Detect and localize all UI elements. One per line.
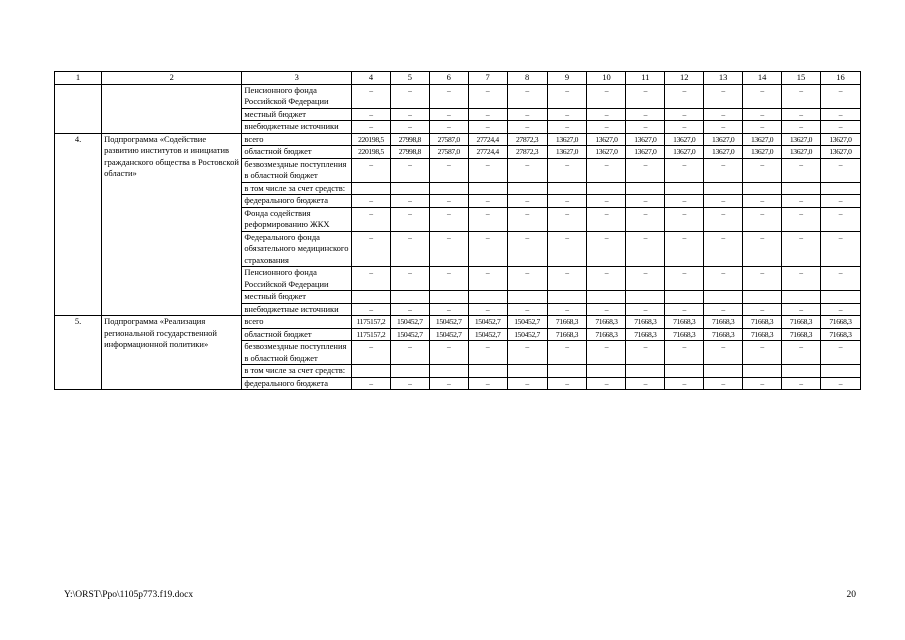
- value-cell: –: [390, 377, 429, 390]
- value-cell: [390, 182, 429, 195]
- table-body: [55, 72, 861, 390]
- value-cell: –: [351, 158, 390, 182]
- value-cell: –: [704, 267, 743, 291]
- value-cell: –: [390, 303, 429, 316]
- value-cell: –: [820, 207, 860, 231]
- value-cell: –: [507, 121, 547, 134]
- value-cell: –: [547, 303, 587, 316]
- value-cell: [468, 365, 507, 378]
- value-cell: [507, 365, 547, 378]
- header-cell: 16: [820, 72, 860, 85]
- value-cell: –: [507, 341, 547, 365]
- value-cell: –: [468, 207, 507, 231]
- value-cell: –: [507, 303, 547, 316]
- header-cell: 15: [782, 72, 821, 85]
- header-cell: 8: [507, 72, 547, 85]
- value-cell: –: [820, 303, 860, 316]
- value-cell: 13627,0: [547, 146, 587, 159]
- value-cell: –: [547, 231, 587, 267]
- value-cell: 71668,3: [665, 316, 704, 329]
- value-cell: [626, 182, 665, 195]
- value-cell: –: [704, 158, 743, 182]
- value-cell: 71668,3: [626, 328, 665, 341]
- value-cell: [351, 182, 390, 195]
- value-cell: 13627,0: [547, 133, 587, 146]
- value-cell: –: [626, 108, 665, 121]
- source-label: внебюджетные источники: [242, 303, 352, 316]
- value-cell: –: [468, 121, 507, 134]
- source-label: безвозмездные поступления в областной бюджет: [242, 158, 352, 182]
- value-cell: –: [547, 121, 587, 134]
- value-cell: [704, 182, 743, 195]
- value-cell: 13627,0: [665, 146, 704, 159]
- value-cell: 27587,0: [429, 133, 468, 146]
- value-cell: [820, 365, 860, 378]
- value-cell: 27724,4: [468, 146, 507, 159]
- program-number: 5.: [55, 316, 102, 390]
- value-cell: 71668,3: [587, 316, 626, 329]
- value-cell: 71668,3: [665, 328, 704, 341]
- value-cell: [665, 291, 704, 304]
- value-cell: –: [429, 207, 468, 231]
- value-cell: –: [782, 303, 821, 316]
- value-cell: 13627,0: [782, 146, 821, 159]
- header-cell: 10: [587, 72, 626, 85]
- value-cell: –: [429, 195, 468, 208]
- value-cell: –: [704, 84, 743, 108]
- value-cell: –: [743, 303, 782, 316]
- value-cell: [704, 365, 743, 378]
- value-cell: 150452,7: [390, 316, 429, 329]
- value-cell: –: [820, 195, 860, 208]
- value-cell: –: [743, 207, 782, 231]
- source-label: в том числе за счет средств:: [242, 365, 352, 378]
- value-cell: [429, 291, 468, 304]
- program-name-cell: [102, 121, 242, 134]
- value-cell: [820, 182, 860, 195]
- value-cell: 27998,8: [390, 133, 429, 146]
- value-cell: –: [820, 341, 860, 365]
- program-name-cell: [102, 108, 242, 121]
- source-label: всего: [242, 133, 352, 146]
- value-cell: –: [626, 377, 665, 390]
- row-number-cell: [55, 84, 102, 108]
- source-label: федерального бюджета: [242, 195, 352, 208]
- value-cell: –: [782, 108, 821, 121]
- value-cell: –: [704, 207, 743, 231]
- value-cell: –: [351, 207, 390, 231]
- value-cell: –: [547, 84, 587, 108]
- value-cell: [468, 182, 507, 195]
- value-cell: [429, 365, 468, 378]
- value-cell: 13627,0: [704, 133, 743, 146]
- row-number-cell: [55, 121, 102, 134]
- value-cell: –: [743, 231, 782, 267]
- value-cell: –: [782, 231, 821, 267]
- value-cell: –: [743, 195, 782, 208]
- value-cell: 27872,3: [507, 133, 547, 146]
- header-cell: 1: [55, 72, 102, 85]
- value-cell: –: [587, 377, 626, 390]
- value-cell: 71668,3: [743, 328, 782, 341]
- value-cell: –: [626, 303, 665, 316]
- header-cell: 3: [242, 72, 352, 85]
- value-cell: –: [390, 195, 429, 208]
- value-cell: 13627,0: [626, 133, 665, 146]
- value-cell: –: [390, 121, 429, 134]
- value-cell: 150452,7: [468, 316, 507, 329]
- page-number: 20: [846, 590, 856, 600]
- value-cell: –: [665, 84, 704, 108]
- value-cell: –: [429, 377, 468, 390]
- value-cell: 13627,0: [665, 133, 704, 146]
- value-cell: –: [429, 108, 468, 121]
- value-cell: 13627,0: [587, 146, 626, 159]
- value-cell: [782, 291, 821, 304]
- value-cell: 13627,0: [743, 146, 782, 159]
- value-cell: –: [626, 84, 665, 108]
- value-cell: –: [351, 341, 390, 365]
- header-cell: 14: [743, 72, 782, 85]
- value-cell: –: [782, 195, 821, 208]
- value-cell: 27587,0: [429, 146, 468, 159]
- value-cell: 13627,0: [820, 146, 860, 159]
- value-cell: –: [587, 158, 626, 182]
- value-cell: 71668,3: [587, 328, 626, 341]
- value-cell: –: [665, 231, 704, 267]
- value-cell: –: [468, 377, 507, 390]
- value-cell: 13627,0: [820, 133, 860, 146]
- value-cell: –: [390, 158, 429, 182]
- value-cell: –: [507, 267, 547, 291]
- value-cell: [665, 365, 704, 378]
- source-label: Фонда содействия реформированию ЖКХ: [242, 207, 352, 231]
- value-cell: –: [351, 303, 390, 316]
- value-cell: 13627,0: [704, 146, 743, 159]
- value-cell: –: [704, 121, 743, 134]
- value-cell: –: [351, 377, 390, 390]
- value-cell: –: [507, 207, 547, 231]
- header-cell: 11: [626, 72, 665, 85]
- value-cell: 150452,7: [429, 328, 468, 341]
- value-cell: [507, 291, 547, 304]
- source-label: федерального бюджета: [242, 377, 352, 390]
- value-cell: –: [351, 267, 390, 291]
- source-label: безвозмездные поступления в областной бюджет: [242, 341, 352, 365]
- value-cell: –: [820, 121, 860, 134]
- value-cell: –: [587, 341, 626, 365]
- value-cell: –: [587, 195, 626, 208]
- value-cell: –: [820, 377, 860, 390]
- value-cell: [665, 182, 704, 195]
- value-cell: –: [547, 158, 587, 182]
- header-cell: 4: [351, 72, 390, 85]
- value-cell: –: [704, 108, 743, 121]
- value-cell: 13627,0: [587, 133, 626, 146]
- value-cell: 71668,3: [782, 316, 821, 329]
- header-cell: 5: [390, 72, 429, 85]
- value-cell: [547, 291, 587, 304]
- value-cell: –: [704, 303, 743, 316]
- value-cell: [820, 291, 860, 304]
- value-cell: 71668,3: [820, 316, 860, 329]
- value-cell: 150452,7: [507, 328, 547, 341]
- value-cell: –: [587, 207, 626, 231]
- value-cell: –: [587, 231, 626, 267]
- value-cell: –: [468, 195, 507, 208]
- value-cell: 150452,7: [429, 316, 468, 329]
- value-cell: [587, 365, 626, 378]
- value-cell: 71668,3: [743, 316, 782, 329]
- value-cell: [351, 365, 390, 378]
- value-cell: –: [820, 84, 860, 108]
- value-cell: –: [665, 267, 704, 291]
- value-cell: –: [665, 377, 704, 390]
- value-cell: –: [782, 158, 821, 182]
- value-cell: –: [587, 108, 626, 121]
- value-cell: [468, 291, 507, 304]
- header-cell: 2: [102, 72, 242, 85]
- value-cell: –: [547, 195, 587, 208]
- value-cell: –: [626, 207, 665, 231]
- value-cell: –: [587, 84, 626, 108]
- value-cell: 71668,3: [547, 316, 587, 329]
- value-cell: –: [547, 207, 587, 231]
- value-cell: –: [468, 108, 507, 121]
- value-cell: –: [547, 341, 587, 365]
- program-name-cell: [102, 84, 242, 108]
- source-label: местный бюджет: [242, 291, 352, 304]
- program-name: Подпрограмма «Реализация региональной государственной информационной политики»: [102, 316, 242, 390]
- value-cell: –: [390, 267, 429, 291]
- value-cell: –: [351, 108, 390, 121]
- value-cell: –: [782, 121, 821, 134]
- header-cell: 6: [429, 72, 468, 85]
- value-cell: –: [743, 267, 782, 291]
- value-cell: 71668,3: [704, 328, 743, 341]
- value-cell: –: [665, 207, 704, 231]
- value-cell: [547, 365, 587, 378]
- value-cell: [704, 291, 743, 304]
- value-cell: –: [665, 158, 704, 182]
- value-cell: –: [468, 267, 507, 291]
- value-cell: –: [390, 84, 429, 108]
- value-cell: –: [351, 121, 390, 134]
- value-cell: –: [782, 207, 821, 231]
- value-cell: –: [782, 267, 821, 291]
- value-cell: –: [665, 303, 704, 316]
- value-cell: –: [507, 84, 547, 108]
- value-cell: [743, 365, 782, 378]
- row-number-cell: [55, 108, 102, 121]
- value-cell: –: [782, 341, 821, 365]
- value-cell: –: [351, 84, 390, 108]
- value-cell: –: [429, 158, 468, 182]
- value-cell: 220198,5: [351, 133, 390, 146]
- value-cell: –: [782, 377, 821, 390]
- value-cell: 71668,3: [782, 328, 821, 341]
- value-cell: –: [429, 231, 468, 267]
- value-cell: [743, 182, 782, 195]
- value-cell: 1175157,2: [351, 328, 390, 341]
- value-cell: –: [665, 108, 704, 121]
- value-cell: –: [429, 121, 468, 134]
- value-cell: –: [820, 158, 860, 182]
- value-cell: –: [743, 158, 782, 182]
- value-cell: –: [547, 377, 587, 390]
- value-cell: –: [820, 108, 860, 121]
- value-cell: [743, 291, 782, 304]
- value-cell: 220198,5: [351, 146, 390, 159]
- source-label: в том числе за счет средств:: [242, 182, 352, 195]
- header-cell: 12: [665, 72, 704, 85]
- value-cell: –: [507, 158, 547, 182]
- value-cell: –: [468, 341, 507, 365]
- program-name: Подпрограмма «Содействие развитию институтов и инициатив гражданского общества в Ростовской области»: [102, 133, 242, 316]
- value-cell: –: [429, 84, 468, 108]
- value-cell: –: [743, 121, 782, 134]
- table-row: [55, 133, 861, 146]
- value-cell: [782, 365, 821, 378]
- value-cell: –: [665, 341, 704, 365]
- value-cell: –: [704, 231, 743, 267]
- value-cell: 150452,7: [390, 328, 429, 341]
- value-cell: –: [743, 341, 782, 365]
- program-number: 4.: [55, 133, 102, 316]
- value-cell: 13627,0: [782, 133, 821, 146]
- value-cell: –: [665, 121, 704, 134]
- value-cell: 71668,3: [626, 316, 665, 329]
- value-cell: [390, 365, 429, 378]
- value-cell: –: [743, 84, 782, 108]
- value-cell: –: [390, 108, 429, 121]
- value-cell: –: [626, 195, 665, 208]
- value-cell: –: [743, 377, 782, 390]
- value-cell: –: [507, 377, 547, 390]
- value-cell: –: [390, 207, 429, 231]
- value-cell: –: [390, 341, 429, 365]
- table-row: [55, 121, 861, 134]
- value-cell: –: [626, 341, 665, 365]
- value-cell: 150452,7: [468, 328, 507, 341]
- source-label: всего: [242, 316, 352, 329]
- value-cell: –: [468, 158, 507, 182]
- value-cell: [429, 182, 468, 195]
- value-cell: 13627,0: [743, 133, 782, 146]
- value-cell: –: [390, 231, 429, 267]
- table-row: [55, 84, 861, 108]
- budget-table: [54, 71, 861, 390]
- value-cell: [626, 291, 665, 304]
- footer-file-path: Y:\ORST\Ppo\1105p773.f19.docx: [64, 590, 194, 600]
- table-row: [55, 316, 861, 329]
- value-cell: [390, 291, 429, 304]
- value-cell: –: [429, 267, 468, 291]
- value-cell: –: [587, 121, 626, 134]
- value-cell: –: [547, 108, 587, 121]
- value-cell: –: [626, 121, 665, 134]
- value-cell: –: [743, 108, 782, 121]
- value-cell: –: [507, 108, 547, 121]
- value-cell: –: [468, 231, 507, 267]
- value-cell: 1175157,2: [351, 316, 390, 329]
- value-cell: [587, 291, 626, 304]
- value-cell: 13627,0: [626, 146, 665, 159]
- value-cell: –: [468, 303, 507, 316]
- header-cell: 9: [547, 72, 587, 85]
- source-label: Федерального фонда обязательного медицинского страхования: [242, 231, 352, 267]
- value-cell: –: [782, 84, 821, 108]
- source-label: внебюджетные источники: [242, 121, 352, 134]
- source-label: областной бюджет: [242, 328, 352, 341]
- value-cell: 71668,3: [704, 316, 743, 329]
- value-cell: –: [626, 267, 665, 291]
- value-cell: –: [468, 84, 507, 108]
- value-cell: –: [820, 267, 860, 291]
- value-cell: –: [704, 341, 743, 365]
- value-cell: 27998,8: [390, 146, 429, 159]
- header-row: [55, 72, 861, 85]
- value-cell: –: [351, 231, 390, 267]
- source-label: Пенсионного фонда Российской Федерации: [242, 267, 352, 291]
- value-cell: –: [547, 267, 587, 291]
- source-label: Пенсионного фонда Российской Федерации: [242, 84, 352, 108]
- value-cell: –: [626, 158, 665, 182]
- value-cell: –: [429, 303, 468, 316]
- value-cell: –: [704, 195, 743, 208]
- value-cell: –: [587, 267, 626, 291]
- value-cell: 150452,7: [507, 316, 547, 329]
- value-cell: [587, 182, 626, 195]
- value-cell: –: [704, 377, 743, 390]
- value-cell: –: [507, 231, 547, 267]
- value-cell: 71668,3: [547, 328, 587, 341]
- header-cell: 7: [468, 72, 507, 85]
- value-cell: 27872,3: [507, 146, 547, 159]
- value-cell: –: [587, 303, 626, 316]
- value-cell: 27724,4: [468, 133, 507, 146]
- value-cell: –: [507, 195, 547, 208]
- value-cell: [782, 182, 821, 195]
- value-cell: –: [820, 231, 860, 267]
- value-cell: 71668,3: [820, 328, 860, 341]
- value-cell: [626, 365, 665, 378]
- source-label: областной бюджет: [242, 146, 352, 159]
- table-row: [55, 108, 861, 121]
- value-cell: –: [351, 195, 390, 208]
- header-cell: 13: [704, 72, 743, 85]
- value-cell: [507, 182, 547, 195]
- source-label: местный бюджет: [242, 108, 352, 121]
- value-cell: –: [429, 341, 468, 365]
- value-cell: –: [626, 231, 665, 267]
- value-cell: [547, 182, 587, 195]
- value-cell: –: [665, 195, 704, 208]
- value-cell: [351, 291, 390, 304]
